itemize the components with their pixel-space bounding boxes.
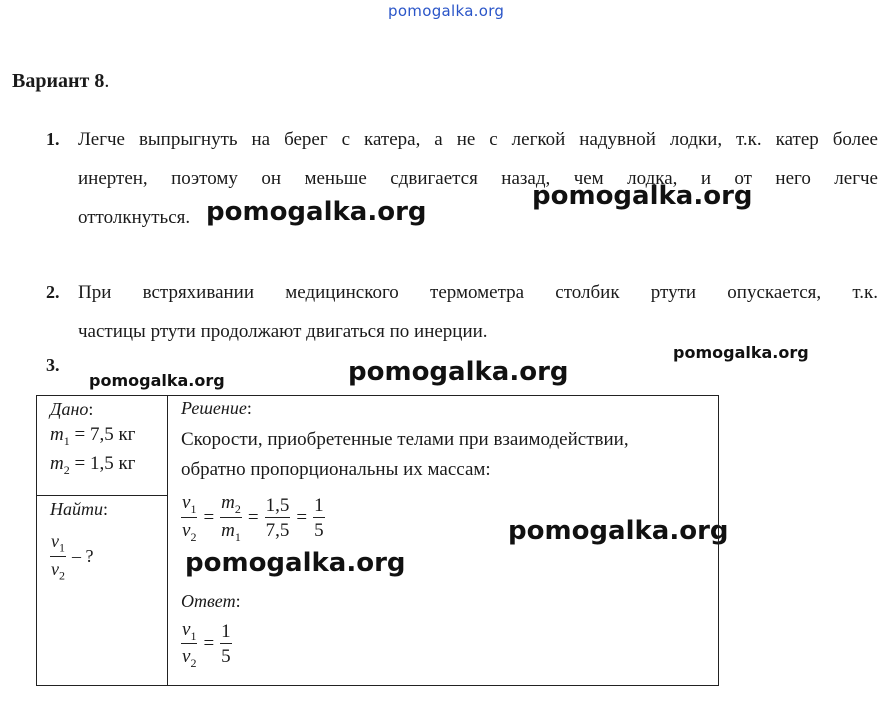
value: = 7,5 кг — [74, 424, 136, 445]
value: = 1,5 кг — [74, 452, 136, 474]
solution-label: Решение — [181, 398, 247, 418]
sub: 1 — [59, 540, 65, 555]
colon: : — [88, 399, 94, 419]
sub: 1 — [234, 529, 241, 544]
denominator: 5 — [314, 519, 324, 541]
fraction-m2-m1 — [220, 493, 242, 543]
numerator: 1 — [314, 494, 324, 516]
fraction-v1-v2 — [50, 532, 66, 581]
solution-cell — [168, 396, 719, 686]
numerator: 1 — [221, 621, 231, 643]
given-label: Дано — [50, 399, 89, 419]
fraction-result — [220, 622, 232, 666]
sub: 2 — [190, 656, 197, 671]
var: m — [50, 424, 64, 445]
solution-text-line: Скорости, приобретенные телами при взаимодействии, — [181, 429, 629, 450]
item-number: 3. — [46, 355, 60, 375]
sub: 1 — [63, 433, 70, 448]
sub: 2 — [59, 568, 65, 583]
watermark-top: pomogalka.org — [388, 2, 505, 20]
equals-sign: = — [247, 506, 259, 528]
watermark: pomogalka.org — [508, 516, 729, 546]
colon: : — [103, 499, 109, 519]
paragraph-line: При встряхивании медицинского термометра столбик ртути опускается, т.к. — [78, 282, 878, 303]
find-cell — [37, 496, 168, 686]
var: v — [182, 618, 191, 640]
denominator: 7,5 — [265, 519, 290, 541]
watermark: pomogalka.org — [673, 343, 809, 362]
find-expression — [37, 520, 167, 581]
watermark: pomogalka.org — [185, 548, 406, 578]
equals-sign: = — [203, 633, 215, 655]
solution-equation — [168, 485, 718, 543]
sub: 2 — [63, 462, 70, 477]
colon: : — [246, 398, 252, 418]
variant-heading — [12, 70, 109, 93]
sub: 2 — [190, 529, 197, 544]
answer-label: Ответ — [181, 590, 236, 611]
var: v — [51, 531, 59, 551]
watermark: pomogalka.org — [206, 197, 427, 227]
sub: 1 — [190, 628, 197, 643]
watermark: pomogalka.org — [532, 181, 753, 211]
variant-title: Вариант 8 — [12, 70, 105, 92]
fraction-v1-v2 — [181, 620, 197, 670]
paragraph-line: инертен, поэтому он меньше сдвигается назад, чем лодка, и от него легче — [78, 168, 878, 189]
fraction-v1-v2 — [181, 493, 197, 543]
watermark: pomogalka.org — [89, 371, 225, 390]
item-number: 2. — [46, 282, 60, 302]
paragraph-line: Легче выпрыгнуть на берег с катера, а не с легкой надувной лодки, т.к. катер более — [78, 129, 878, 150]
answer-equation — [168, 612, 718, 670]
var: m — [221, 519, 235, 541]
fraction-numeric — [265, 496, 291, 540]
fraction-result — [313, 496, 325, 540]
given-cell — [37, 396, 168, 496]
denominator: 5 — [221, 646, 231, 668]
watermark: pomogalka.org — [348, 357, 569, 387]
item-number: 1. — [46, 129, 60, 149]
find-label: Найти — [50, 499, 103, 519]
sub: 1 — [190, 501, 197, 516]
equals-sign: = — [203, 506, 215, 528]
answer-paragraph-2 — [78, 273, 878, 351]
var: v — [182, 646, 191, 668]
numerator: 1,5 — [265, 494, 290, 516]
colon: : — [235, 590, 241, 611]
answer-paragraph-1 — [78, 120, 878, 237]
given-m1 — [37, 420, 167, 449]
var: v — [182, 519, 191, 541]
sub: 2 — [234, 501, 241, 516]
question-mark: – ? — [72, 546, 94, 567]
paragraph-line: оттолкнуться. — [78, 207, 191, 228]
var: m — [221, 492, 235, 513]
solution-text-line: обратно пропорциональны их массам: — [181, 459, 491, 480]
variant-dot: . — [104, 70, 110, 92]
solution-table — [36, 395, 719, 686]
equals-sign: = — [296, 506, 308, 528]
paragraph-line: частицы ртути продолжают двигаться по инерции. — [78, 321, 488, 342]
var: v — [182, 492, 191, 513]
var: m — [50, 452, 64, 474]
var: v — [51, 558, 59, 579]
given-m2 — [37, 449, 167, 478]
